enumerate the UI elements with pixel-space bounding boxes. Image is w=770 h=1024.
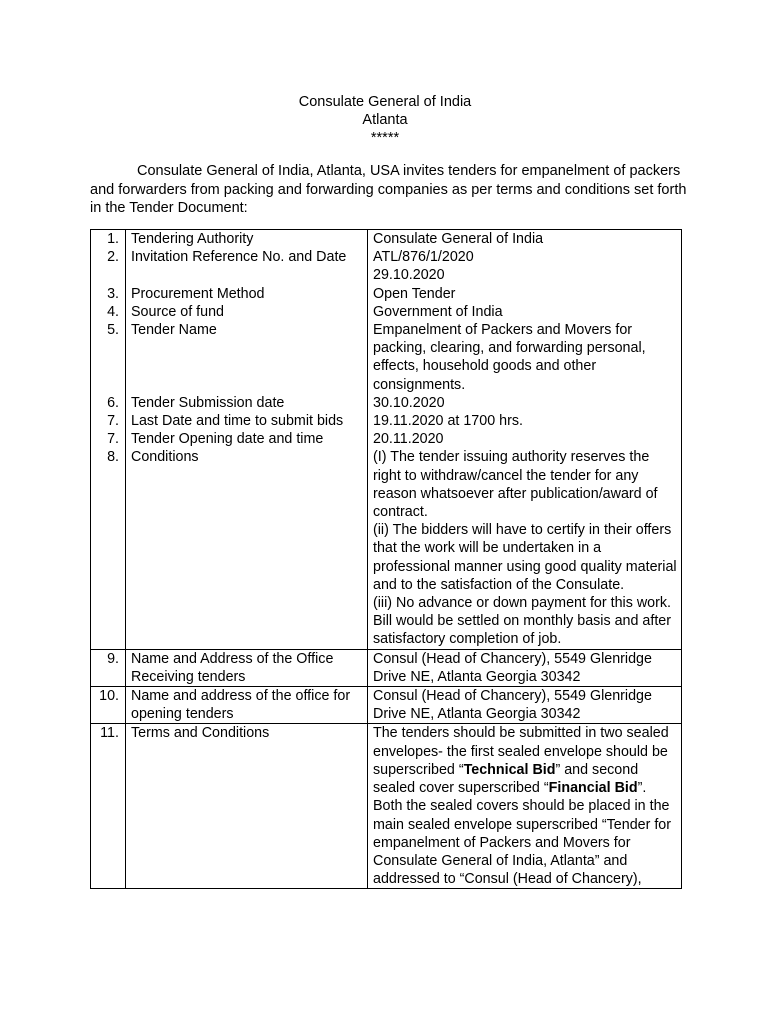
row-label: Tender Opening date and time xyxy=(126,430,368,448)
table-row xyxy=(91,448,682,649)
row-number: 9. xyxy=(91,649,126,686)
row-value xyxy=(368,724,682,889)
row-label: Conditions xyxy=(126,448,368,649)
table-row xyxy=(91,321,682,394)
financial-bid-label: Financial Bid xyxy=(548,780,638,797)
table-row xyxy=(91,285,682,303)
row-value: Consul (Head of Chancery), 5549 Glenridge Drive NE, Atlanta Georgia 30342 xyxy=(368,687,682,724)
row-value: Consul (Head of Chancery), 5549 Glenridge Drive NE, Atlanta Georgia 30342 xyxy=(368,649,682,686)
row-value: Empanelment of Packers and Movers for packing, clearing, and forwarding personal, effects, household goods and other consignments. xyxy=(368,321,682,394)
row-number: 7. xyxy=(91,430,126,448)
document-header xyxy=(0,93,770,147)
row-number: 6. xyxy=(91,394,126,412)
terms-text-1: The tenders should be submitted in two sealed envelopes- the first sealed envelope should be superscribed “ xyxy=(373,725,669,778)
reference-number: ATL/876/1/2020 xyxy=(373,249,474,266)
row-number: 10. xyxy=(91,687,126,724)
reference-date: 29.10.2020 xyxy=(373,267,445,284)
row-value: Consulate General of India xyxy=(368,230,682,249)
table-row xyxy=(91,248,682,284)
row-label: Tender Name xyxy=(126,321,368,394)
table-row xyxy=(91,649,682,686)
row-value xyxy=(368,248,682,284)
row-label: Tender Submission date xyxy=(126,394,368,412)
row-label: Name and Address of the Office Receiving tenders xyxy=(126,649,368,686)
terms-text-3: ”. Both the sealed covers should be placed in the main sealed envelope superscribed “Tender for empanelment of Packers and Movers for Consulate General of India, Atlanta” and addressed to “Consul (Head of Chancery), xyxy=(373,780,672,888)
row-number: 11. xyxy=(91,724,126,889)
row-label: Tendering Authority xyxy=(126,230,368,249)
row-value: Government of India xyxy=(368,303,682,321)
row-number: 3. xyxy=(91,285,126,303)
condition-3: (iii) No advance or down payment for this work. Bill would be settled on monthly basis and after satisfactory completion of job. xyxy=(373,595,672,648)
row-number: 5. xyxy=(91,321,126,394)
row-label: Source of fund xyxy=(126,303,368,321)
table-row xyxy=(91,430,682,448)
condition-2: (ii) The bidders will have to certify in their offers that the work will be undertaken in a professional manner using good quality material and to the satisfaction of the Consulate. xyxy=(373,522,677,593)
tender-details-table xyxy=(90,229,682,889)
row-number: 4. xyxy=(91,303,126,321)
row-number: 1. xyxy=(91,230,126,249)
row-value xyxy=(368,448,682,649)
header-organization: Consulate General of India xyxy=(298,94,472,110)
row-number: 8. xyxy=(91,448,126,649)
table-row xyxy=(91,412,682,430)
row-number: 7. xyxy=(91,412,126,430)
row-label: Invitation Reference No. and Date xyxy=(126,248,368,284)
table-row xyxy=(91,230,682,249)
table-row xyxy=(91,303,682,321)
terms-text-2: ” and second sealed cover superscribed “ xyxy=(373,761,639,797)
technical-bid-label: Technical Bid xyxy=(463,761,556,778)
header-separator: ***** xyxy=(370,130,400,146)
row-value: 19.11.2020 at 1700 hrs. xyxy=(368,412,682,430)
table-row xyxy=(91,724,682,889)
intro-paragraph: Consulate General of India, Atlanta, USA invites tenders for empanelment of packers and forwarders from packing and forwarding companies as per terms and conditions set forth in the Tender Document: xyxy=(90,163,687,216)
condition-1: (I) The tender issuing authority reserves the right to withdraw/cancel the tender for any reason whatsoever after publication/award of contract. xyxy=(373,449,658,521)
row-number: 2. xyxy=(91,248,126,284)
row-value: 30.10.2020 xyxy=(368,394,682,412)
table-row xyxy=(91,687,682,724)
row-label: Last Date and time to submit bids xyxy=(126,412,368,430)
row-label: Procurement Method xyxy=(126,285,368,303)
row-label: Terms and Conditions xyxy=(126,724,368,889)
row-value: 20.11.2020 xyxy=(368,430,682,448)
row-label: Name and address of the office for opening tenders xyxy=(126,687,368,724)
row-value: Open Tender xyxy=(368,285,682,303)
table-row xyxy=(91,394,682,412)
header-city: Atlanta xyxy=(362,112,408,128)
